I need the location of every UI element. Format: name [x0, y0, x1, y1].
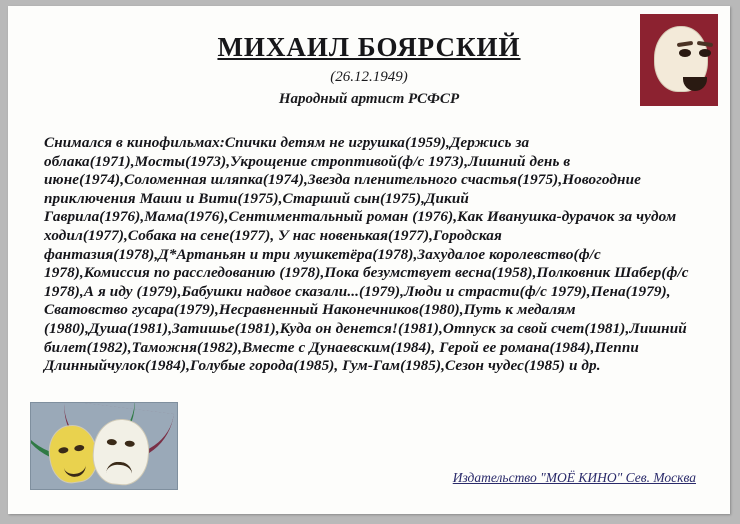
header	[8, 32, 730, 108]
logo-mask-white-mouth	[106, 461, 133, 476]
publisher-imprint: Издательство "МОЁ КИНО" Сев. Москва	[452, 470, 696, 485]
logo-mask-yellow-eye-right	[74, 444, 85, 451]
honorary-title: Народный артист РСФСР	[278, 91, 460, 107]
postcard	[8, 6, 730, 514]
page-title: МИХАИЛ БОЯРСКИЙ	[217, 32, 521, 62]
logo-mask-yellow-mouth	[63, 460, 87, 478]
filmography-text: Снимался в кинофильмах:Спички детям не игрушка(1959),Держись за облака(1971),Мосты(1973),Укрощение строптивой(ф/с 1973),Лишний день в июне(1974),Соломенная шляпка(1974),Звезда пленительного счастья(1975),Новогодние приключения Маши и Вити(1975),Старший сын(1975),Дикий Гаврила(1976),Мама(1976),Сентиментальный роман (1976),Как Иванушка-дурачок за чудом ходил(1977),Собака на сене(1977), У нас новенькая(1977),Городская фантазия(1978),Д*Артаньян и три мушкетёра(1978),Захудалое королевство(ф/с 1978),Комиссия по расследованию (1978),Пока безумствует весна(1958),Полковник Шабер(ф/с 1978),А я иду (1979),Бабушки надвое сказали...(1979),Люди и страсти(ф/с 1979),Пена(1979), Сватовство гусара(1979),Несравненный Наконечников(1980),Путь к медалям (1980),Душа(1981),Затишье(1981),Куда он денется!(1981),Отпуск за свой счет(1981),Лишний билет(1982),Таможня(1982),Вместе с Дунаевским(1984), Герой ее романа(1984),Пеппи Длинныйчулок(1984),Голубые города(1985), Гум-Гам(1985),Сезон чудес(1985) и др.	[44, 134, 689, 375]
birth-date: (26.12.1949)	[330, 69, 408, 85]
logo-mask-yellow-eye-left	[58, 447, 69, 454]
logo-mask-white-eye-right	[125, 440, 135, 447]
theatre-masks-logo-icon	[30, 402, 178, 490]
logo-mask-white-eye-left	[107, 439, 117, 446]
